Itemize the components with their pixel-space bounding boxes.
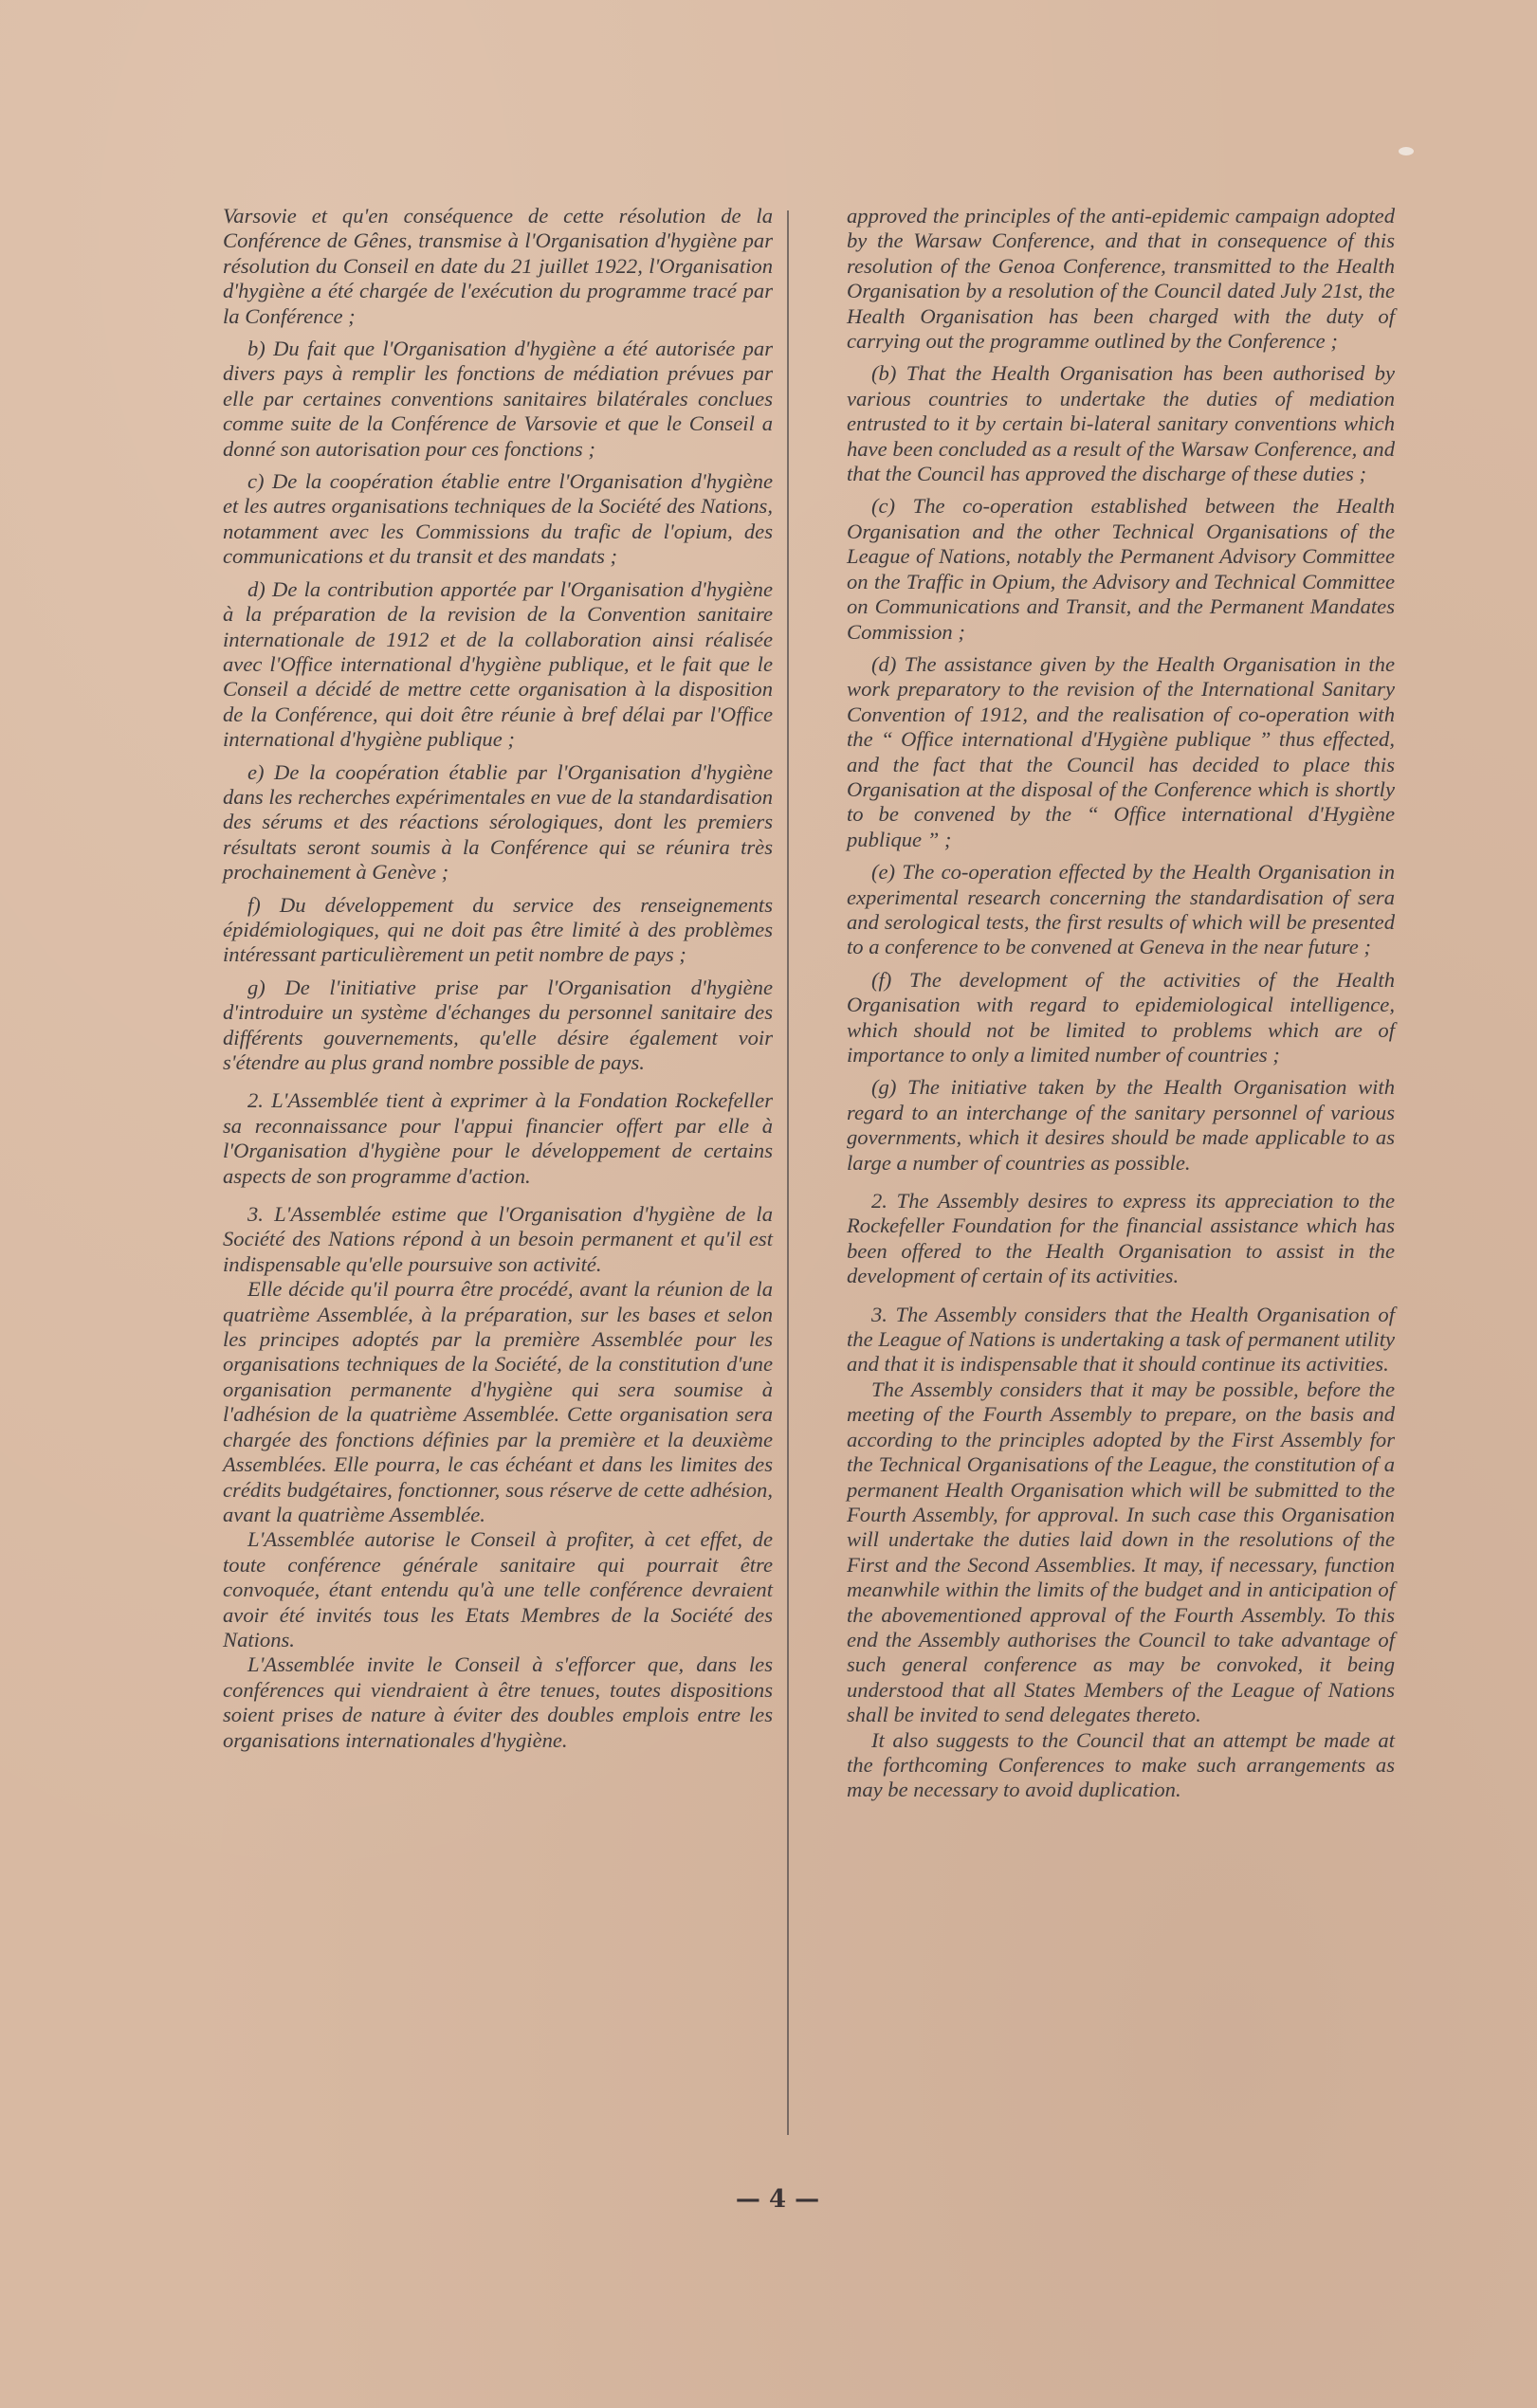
paper-speck — [1399, 147, 1414, 155]
paragraph: d) De la contribution apportée par l'Organisation d'hygiène à la préparation de la revision de la Convention sanitaire internationale de 1912 et de la collaboration ainsi réalisée avec l'Office international d'hygiène publique, et le fait que le Conseil a décidé de mettre cette organisation à la disposition de la Conférence, qui doit être réunie à bref délai par l'Office international d'hygiène publique ; — [223, 576, 773, 752]
paragraph: e) De la coopération établie par l'Organisation d'hygiène dans les recherches expérimentales en vue de la standardisation des sérums et des réactions sérologiques, dont les premiers résultats seront soumis à la Conférence qui se réunira très prochainement à Genève ; — [223, 759, 773, 885]
paragraph: It also suggests to the Council that an attempt be made at the forthcoming Conferences to make such arrangements as may be necessary to avoid duplication. — [847, 1727, 1395, 1802]
paragraph: The Assembly considers that it may be possible, before the meeting of the Fourth Assembly to prepare, on the basis and according to the principles adopted by the First Assembly for the Technical Organisations of the League, the constitution of a permanent Health Organisation which will be submitted to the Fourth Assembly, for approval. In such case this Organisation will undertake the duties laid down in the resolutions of the First and the Second Assemblies. It may, if necessary, function meanwhile within the limits of the budget and in anticipation of the abovementioned approval of the Fourth Assembly. To this end the Assembly authorises the Council to take advantage of such general conference as may be convoked, it being understood that all States Members of the League of Nations shall be invited to send delegates thereto. — [847, 1377, 1395, 1727]
paragraph: f) Du développement du service des renseignements épidémiologiques, qui ne doit pas être limité à des problèmes intéressant particulièrement un petit nombre de pays ; — [223, 892, 773, 967]
paragraph: 3. L'Assemblée estime que l'Organisation d'hygiène de la Société des Nations répond à un besoin permanent et qu'il est indispensable qu'elle poursuive son activité. — [223, 1202, 773, 1276]
column-divider — [787, 210, 789, 2135]
paragraph: 2. L'Assemblée tient à exprimer à la Fondation Rockefeller sa reconnaissance pour l'appui financier offert par elle à l'Organisation d'hygiène pour le développement de certains aspects de son programme d'action. — [223, 1088, 773, 1188]
paragraph: g) De l'initiative prise par l'Organisation d'hygiène d'introduire un système d'échanges du personnel sanitaire des différents gouvernements, qu'elle désire également voir s'étendre au plus grand nombre possible de pays. — [223, 975, 773, 1074]
french-column — [223, 204, 773, 1753]
paragraph: c) De la coopération établie entre l'Organisation d'hygiène et les autres organisations techniques de la Société des Nations, notamment avec les Commissions du trafic de l'opium, des communications et du transit et des mandats ; — [223, 469, 773, 569]
paragraph: L'Assemblée invite le Conseil à s'efforcer que, dans les conférences qui viendraient à être tenues, toutes dispositions soient prises de nature à éviter des doubles emplois entre les organisations internationales d'hygiène. — [223, 1652, 773, 1752]
paragraph: (b) That the Health Organisation has been authorised by various countries to undertake the duties of mediation entrusted to it by certain bi-lateral sanitary conventions which have been concluded as a result of the Warsaw Conference, and that the Council has approved the discharge of these duties ; — [847, 361, 1395, 486]
paragraph: (c) The co-operation established between the Health Organisation and the other Technical Organisations of the League of Nations, notably the Permanent Advisory Committee on the Traffic in Opium, the Advisory and Technical Committee on Communications and Transit, and the Permanent Mandates Commission ; — [847, 494, 1395, 644]
english-column — [847, 204, 1395, 1803]
paragraph: 2. The Assembly desires to express its appreciation to the Rockefeller Foundation for the financial assistance which has been offered to the Health Organisation to assist in the development of certain of its activities. — [847, 1189, 1395, 1288]
paragraph: b) Du fait que l'Organisation d'hygiène a été autorisée par divers pays à remplir les fonctions de médiation prévues par elle par certaines conventions sanitaires bilatérales conclues comme suite de la Conférence de Varsovie et que le Conseil a donné son autorisation pour ces fonctions ; — [223, 337, 773, 461]
paragraph: (g) The initiative taken by the Health Organisation with regard to an interchange of the sanitary personnel of various governments, which it desires should be made applicable to as large a number of countries as possible. — [847, 1075, 1395, 1175]
page-number: — 4 — — [735, 2185, 820, 2214]
paragraph: Elle décide qu'il pourra être procédé, avant la réunion de la quatrième Assemblée, à la préparation, sur les bases et selon les principes adoptés par la première Assemblée pour les organisations techniques de la Société, de la constitution d'une organisation permanente d'hygiène qui sera soumise à l'adhésion de la quatrième Assemblée. Cette organisation sera chargée des fonctions définies par la première et la deuxième Assemblées. Elle pourra, le cas échéant et dans les limites des crédits budgétaires, fonctionner, sous réserve de cette adhésion, avant la quatrième Assemblée. — [223, 1277, 773, 1526]
paragraph: (e) The co-operation effected by the Health Organisation in experimental research concerning the standardisation of sera and serological tests, the first results of which will be presented to a conference to be convened at Geneva in the near future ; — [847, 860, 1395, 959]
paragraph: Varsovie et qu'en conséquence de cette résolution de la Conférence de Gênes, transmise à l'Organisation d'hygiène par résolution du Conseil en date du 21 juillet 1922, l'Organisation d'hygiène a été chargée de l'exécution du programme tracé par la Conférence ; — [223, 204, 773, 328]
paragraph: (d) The assistance given by the Health Organisation in the work preparatory to the revision of the International Sanitary Convention of 1912, and the realisation of co-operation with the “ Office international d'Hygiène publique ” thus effected, and the fact that the Council has decided to place this Organisation at the disposal of the Conference which is shortly to be convened by the “ Office international d'Hygiène publique ” ; — [847, 651, 1395, 851]
paragraph: L'Assemblée autorise le Conseil à profiter, à cet effet, de toute conférence générale sanitaire qui pourrait être convoquée, étant entendu qu'à une telle conférence devraient avoir été invités tous les Etats Membres de la Société des Nations. — [223, 1527, 773, 1651]
paragraph: 3. The Assembly considers that the Health Organisation of the League of Nations is undertaking a task of permanent utility and that it is indispensable that it should continue its activities. — [847, 1302, 1395, 1377]
paragraph: approved the principles of the anti-epidemic campaign adopted by the Warsaw Conference, and that in consequence of this resolution of the Genoa Conference, transmitted to the Health Organisation by a resolution of the Council dated July 21st, the Health Organisation has been charged with the duty of carrying out the programme outlined by the Conference ; — [847, 204, 1395, 354]
paragraph: (f) The development of the activities of the Health Organisation with regard to epidemiological intelligence, which should not be limited to problems which are of importance to only a limited number of countries ; — [847, 967, 1395, 1067]
